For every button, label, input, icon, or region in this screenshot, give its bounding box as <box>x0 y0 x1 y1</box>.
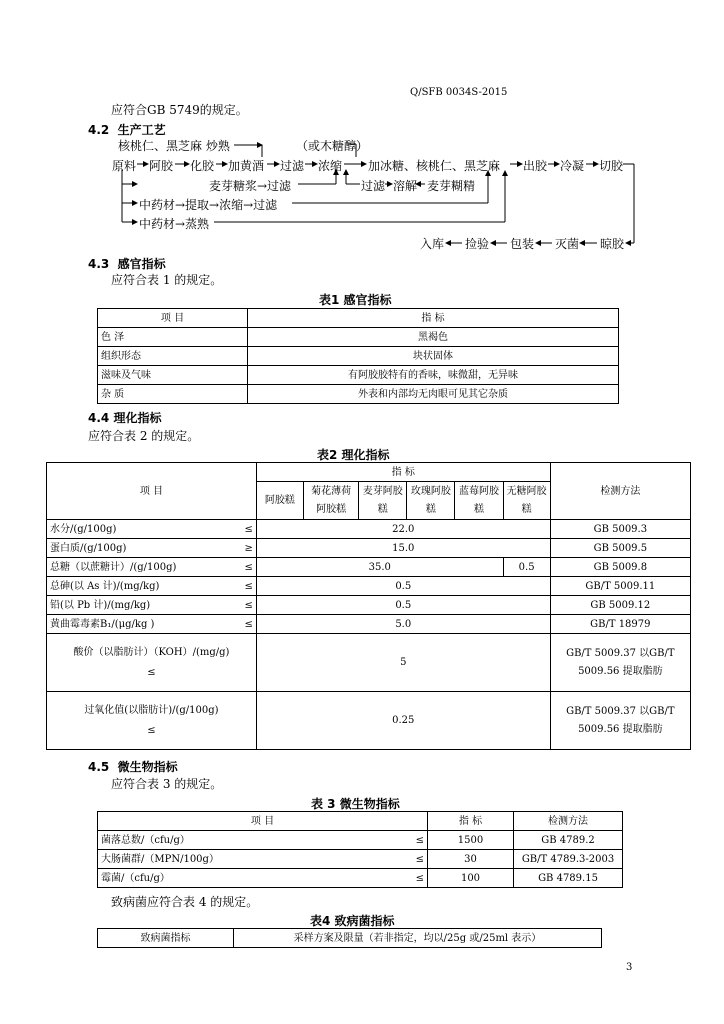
table-cell: 5 <box>256 634 550 692</box>
section-4-4-heading: 4.4 理化指标 <box>88 411 162 425</box>
table-header: 阿胶糕 <box>256 482 303 520</box>
table-row <box>47 692 691 750</box>
flow-main-7: 加冰糖、核桃仁、黑芝麻 <box>368 159 501 173</box>
table-cell: GB/T 5009.37 以GB/T 5009.56 提取脂肪 <box>550 692 690 750</box>
flow-bottom-4: 灭菌 <box>555 237 580 251</box>
table-cell: 0.25 <box>256 692 550 750</box>
table-cell: 大肠菌群/（MPN/100g） ≤ <box>98 850 428 869</box>
table-row <box>47 558 691 577</box>
table-cell: GB 4789.2 <box>514 831 623 850</box>
table-header: 指 标 <box>248 309 619 328</box>
table-cell: GB/T 4789.3-2003 <box>514 850 623 869</box>
flow-top-left: 核桃仁、黑芝麻 炒熟 <box>118 139 230 153</box>
flow-row2-dissolve: 溶解 <box>393 179 418 193</box>
flow-main-10: 切胶 <box>599 159 624 173</box>
flow-row3: 中药材→提取→浓缩→过滤 <box>139 198 278 212</box>
doc-code: Q/SFB 0034S-2015 <box>410 87 508 98</box>
table-cell: 35.0 <box>256 558 503 577</box>
table-row <box>98 850 623 869</box>
table-cell: GB 5009.5 <box>550 539 690 558</box>
flow-main-5: 过滤 <box>280 159 305 173</box>
table2-caption: 表2 理化指标 <box>317 448 390 462</box>
table4-pathogen <box>97 928 602 948</box>
table-row <box>98 366 619 385</box>
table-cell: 15.0 <box>256 539 550 558</box>
table-row <box>98 831 623 850</box>
table-cell: 有阿胶胶特有的香味，味微甜，无异味 <box>248 366 619 385</box>
table-cell: 5.0 <box>256 615 550 634</box>
table3-caption: 表 3 微生物指标 <box>311 797 400 811</box>
table-cell: 总砷(以 As 计)/(mg/kg) ≤ <box>47 577 257 596</box>
table1-sensory <box>97 308 619 404</box>
table-row <box>98 812 623 831</box>
table-cell: 杂 质 <box>98 385 248 404</box>
table-header: 菊花薄荷阿胶糕 <box>303 482 358 520</box>
table-header: 致病菌指标 <box>98 929 234 948</box>
table-cell: 过氧化值(以脂肪计)/(g/100g) ≤ <box>47 692 257 750</box>
table-cell: GB 5009.3 <box>550 520 690 539</box>
flow-main-1: 原料 <box>112 159 137 173</box>
flow-bottom-2: 捡验 <box>465 237 490 251</box>
table-cell: 菌落总数/（cfu/g） ≤ <box>98 831 428 850</box>
flow-main-9: 冷凝 <box>560 159 585 173</box>
table4-caption: 表4 致病菌指标 <box>310 914 395 928</box>
pathogen-text: 致病菌应符合表 4 的规定。 <box>111 895 259 909</box>
table-row <box>98 328 619 347</box>
table-cell: GB 4789.15 <box>514 869 623 888</box>
flow-row4: 中药材→蒸熟 <box>139 217 210 231</box>
flow-main-3: 化胶 <box>190 159 215 173</box>
table-cell: 22.0 <box>256 520 550 539</box>
table-header: 检测方法 <box>550 463 690 520</box>
table-row <box>47 539 691 558</box>
table-cell: 滋味及气味 <box>98 366 248 385</box>
table-header: 项 目 <box>98 309 248 328</box>
table-row <box>47 615 691 634</box>
flow-main-2: 阿胶 <box>149 159 174 173</box>
table-cell: GB/T 5009.37 以GB/T 5009.56 提取脂肪 <box>550 634 690 692</box>
flow-main-6: 浓缩 <box>318 159 343 173</box>
section-4-3-text: 应符合表 1 的规定。 <box>111 273 223 287</box>
table-cell: 水分/(g/100g) ≤ <box>47 520 257 539</box>
table-row <box>98 869 623 888</box>
table2-physchem <box>46 462 691 750</box>
table-cell: 总糖（以蔗糖计）/(g/100g) ≤ <box>47 558 257 577</box>
table-cell: GB/T 18979 <box>550 615 690 634</box>
intro-line: 应符合GB 5749的规定。 <box>111 103 248 117</box>
table-cell: 酸价（以脂肪计）（KOH）/(mg/g) ≤ <box>47 634 257 692</box>
flow-bottom-3: 包装 <box>510 237 535 251</box>
table3-micro <box>97 811 623 888</box>
table-cell: 0.5 <box>503 558 550 577</box>
table-cell: 外表和内部均无肉眼可见其它杂质 <box>248 385 619 404</box>
table-cell: GB 5009.12 <box>550 596 690 615</box>
table-header: 蓝莓阿胶糕 <box>455 482 503 520</box>
section-4-5-heading: 4.5 微生物指标 <box>88 760 178 774</box>
section-4-4-text: 应符合表 2 的规定。 <box>88 429 200 443</box>
table-row <box>47 596 691 615</box>
table-cell: GB/T 5009.11 <box>550 577 690 596</box>
table-cell: 30 <box>428 850 514 869</box>
table-row <box>47 520 691 539</box>
table-cell: 块状固体 <box>248 347 619 366</box>
flow-main-4: 加黄酒 <box>228 159 265 173</box>
table-header: 项 目 <box>47 463 257 520</box>
table-row <box>98 309 619 328</box>
table-header: 采样方案及限量（若非指定，均以/25g 或/25ml 表示） <box>234 929 602 948</box>
table-cell: 1500 <box>428 831 514 850</box>
table-cell: 组织形态 <box>98 347 248 366</box>
table1-caption: 表1 感官指标 <box>319 293 392 307</box>
section-4-2-heading: 4.2 生产工艺 <box>88 123 166 137</box>
table-cell: 0.5 <box>256 596 550 615</box>
table-header: 玫瑰阿胶糕 <box>407 482 455 520</box>
table-row <box>47 463 691 482</box>
table-header: 指 标 <box>428 812 514 831</box>
flow-row2-dextrin: 麦芽糊精 <box>427 179 476 193</box>
table-cell: 黑褐色 <box>248 328 619 347</box>
table-cell: 霉菌/（cfu/g） ≤ <box>98 869 428 888</box>
table-header: 无糖阿胶糕 <box>503 482 550 520</box>
table-row <box>47 634 691 692</box>
table-cell: 100 <box>428 869 514 888</box>
table-cell: 铅(以 Pb 计)/(mg/kg) ≤ <box>47 596 257 615</box>
table-cell: 黄曲霉毒素B₁/(μg/kg ) ≤ <box>47 615 257 634</box>
table-row <box>98 929 602 948</box>
table-cell: 色 泽 <box>98 328 248 347</box>
flow-bottom-1: 入库 <box>420 237 445 251</box>
table-row <box>98 385 619 404</box>
table-header: 项 目 <box>98 812 428 831</box>
flow-connectors <box>0 0 724 260</box>
flow-bottom-5: 晾胶 <box>600 237 625 251</box>
flow-row2-syrup: 麦芽糖浆→过滤 <box>209 179 292 193</box>
table-header: 麦芽阿胶糕 <box>359 482 407 520</box>
table-header: 检测方法 <box>514 812 623 831</box>
table-row <box>98 347 619 366</box>
table-cell: 0.5 <box>256 577 550 596</box>
table-cell: 蛋白质/(g/100g) ≥ <box>47 539 257 558</box>
page-number: 3 <box>626 962 633 973</box>
table-cell: GB 5009.8 <box>550 558 690 577</box>
table-header: 指 标 <box>256 463 550 482</box>
flow-row2-filter: 过滤 <box>361 179 386 193</box>
section-4-3-heading: 4.3 感官指标 <box>88 257 166 271</box>
flow-main-8: 出胶 <box>523 159 548 173</box>
flow-top-right: （或木糖醇） <box>296 139 369 153</box>
table-row <box>47 577 691 596</box>
section-4-5-text: 应符合表 3 的规定。 <box>111 777 223 791</box>
